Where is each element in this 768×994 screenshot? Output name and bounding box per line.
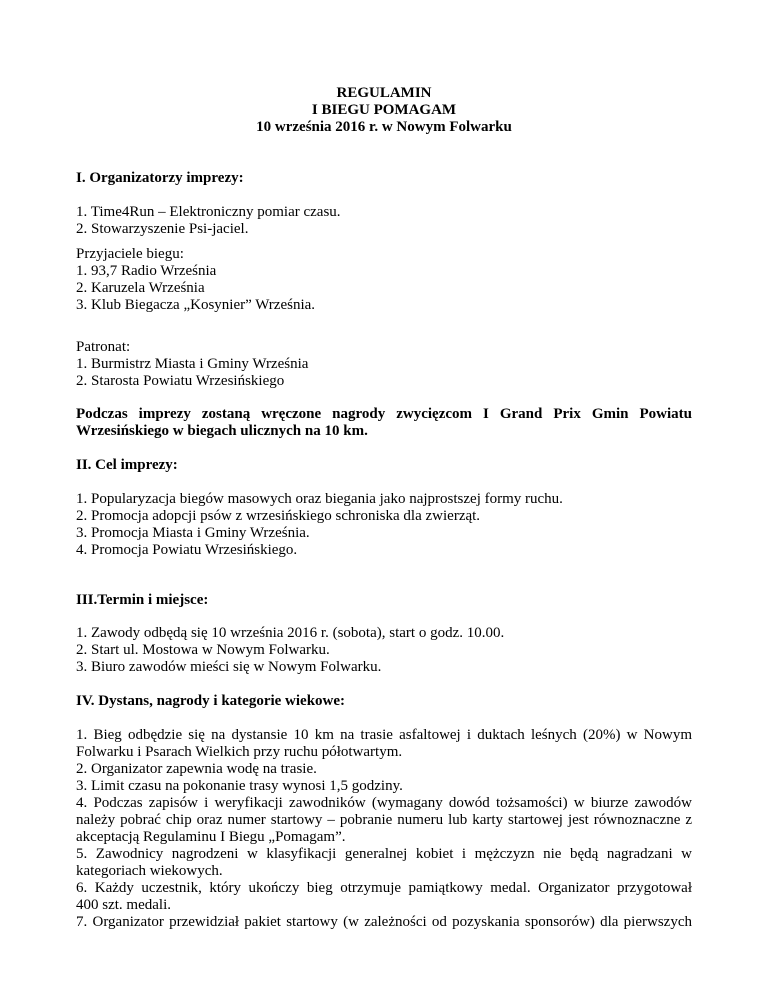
rule-line: kategoriach wiekowych. bbox=[76, 863, 223, 879]
rule-line: Folwarku i Psarach Wielkich przy ruchu półotwartym. bbox=[76, 744, 403, 760]
section-4-heading: IV. Dystans, nagrody i kategorie wiekowe: bbox=[76, 693, 346, 709]
patronage-list bbox=[76, 339, 692, 390]
organizers-list bbox=[76, 204, 692, 238]
rule-line: akceptacją Regulaminu I Biegu „Pomagam”. bbox=[76, 829, 346, 845]
distance-rules-list bbox=[76, 727, 692, 931]
patronage-label: Patronat: bbox=[76, 339, 131, 355]
document-header bbox=[0, 85, 768, 136]
list-item: 3. Promocja Miasta i Gminy Września. bbox=[76, 525, 310, 541]
list-item: 3. Biuro zawodów mieści się w Nowym Folwarku. bbox=[76, 659, 382, 675]
section-1-heading: I. Organizatorzy imprezy: bbox=[76, 170, 244, 186]
list-item: 1. 93,7 Radio Września bbox=[76, 263, 217, 279]
section-2-heading: II. Cel imprezy: bbox=[76, 457, 178, 473]
rule-line: 1. Bieg odbędzie się na dystansie 10 km na trasie asfaltowej i duktach leśnych (20%) w Nowym bbox=[76, 727, 692, 743]
section-2-heading-block bbox=[76, 457, 692, 474]
rule-line: 5. Zawodnicy nagrodzeni w klasyfikacji generalnej kobiet i mężczyzn nie będą nagradzani w bbox=[76, 846, 692, 862]
bold-note-line: Podczas imprezy zostaną wręczone nagrody zwycięzcom I Grand Prix Gmin Powiatu bbox=[76, 406, 692, 422]
list-item: 1. Time4Run – Elektroniczny pomiar czasu. bbox=[76, 204, 341, 220]
bold-note bbox=[76, 406, 692, 440]
rule-line: 4. Podczas zapisów i weryfikacji zawodników (wymagany dowód tożsamości) w biurze zawodów bbox=[76, 795, 692, 811]
section-3-heading: III.Termin i miejsce: bbox=[76, 592, 209, 608]
date-place-list bbox=[76, 625, 692, 676]
rule-line: 2. Organizator zapewnia wodę na trasie. bbox=[76, 761, 317, 777]
rule-line: 400 szt. medali. bbox=[76, 897, 171, 913]
list-item: 2. Promocja adopcji psów z wrzesińskiego schroniska dla zwierząt. bbox=[76, 508, 481, 524]
list-item: 4. Promocja Powiatu Wrzesińskiego. bbox=[76, 542, 298, 558]
friends-list bbox=[76, 246, 692, 314]
rule-line: 3. Limit czasu na pokonanie trasy wynosi 1,5 godziny. bbox=[76, 778, 403, 794]
bold-note-line: Wrzesińskiego w biegach ulicznych na 10 km. bbox=[76, 423, 368, 439]
section-3-heading-block bbox=[76, 592, 692, 609]
section-1-heading-block bbox=[76, 170, 692, 187]
rule-line: 7. Organizator przewidział pakiet startowy (w zależności od pozyskania sponsorów) dla pierwszych bbox=[76, 914, 692, 930]
header-event-name: I BIEGU POMAGAM bbox=[311, 102, 457, 118]
section-4-heading-block bbox=[76, 693, 692, 710]
list-item: 2. Stowarzyszenie Psi-jaciel. bbox=[76, 221, 249, 237]
rule-line: 6. Każdy uczestnik, który ukończy bieg otrzymuje pamiątkowy medal. Organizator przygotował bbox=[76, 880, 692, 896]
header-title: REGULAMIN bbox=[336, 85, 432, 101]
list-item: 1. Popularyzacja biegów masowych oraz biegania jako najprostszej formy ruchu. bbox=[76, 491, 563, 507]
list-item: 2. Karuzela Września bbox=[76, 280, 205, 296]
goals-list bbox=[76, 491, 692, 559]
rule-line: należy pobrać chip oraz numer startowy – pobranie numeru lub karty startowej jest równoznaczne z bbox=[76, 812, 692, 828]
list-item: 1. Burmistrz Miasta i Gminy Września bbox=[76, 356, 309, 372]
header-date-place: 10 września 2016 r. w Nowym Folwarku bbox=[256, 119, 512, 135]
list-item: 1. Zawody odbędą się 10 września 2016 r. (sobota), start o godz. 10.00. bbox=[76, 625, 505, 641]
list-item: 3. Klub Biegacza „Kosynier” Września. bbox=[76, 297, 316, 313]
list-item: 2. Start ul. Mostowa w Nowym Folwarku. bbox=[76, 642, 330, 658]
friends-label: Przyjaciele biegu: bbox=[76, 246, 184, 262]
list-item: 2. Starosta Powiatu Wrzesińskiego bbox=[76, 373, 285, 389]
